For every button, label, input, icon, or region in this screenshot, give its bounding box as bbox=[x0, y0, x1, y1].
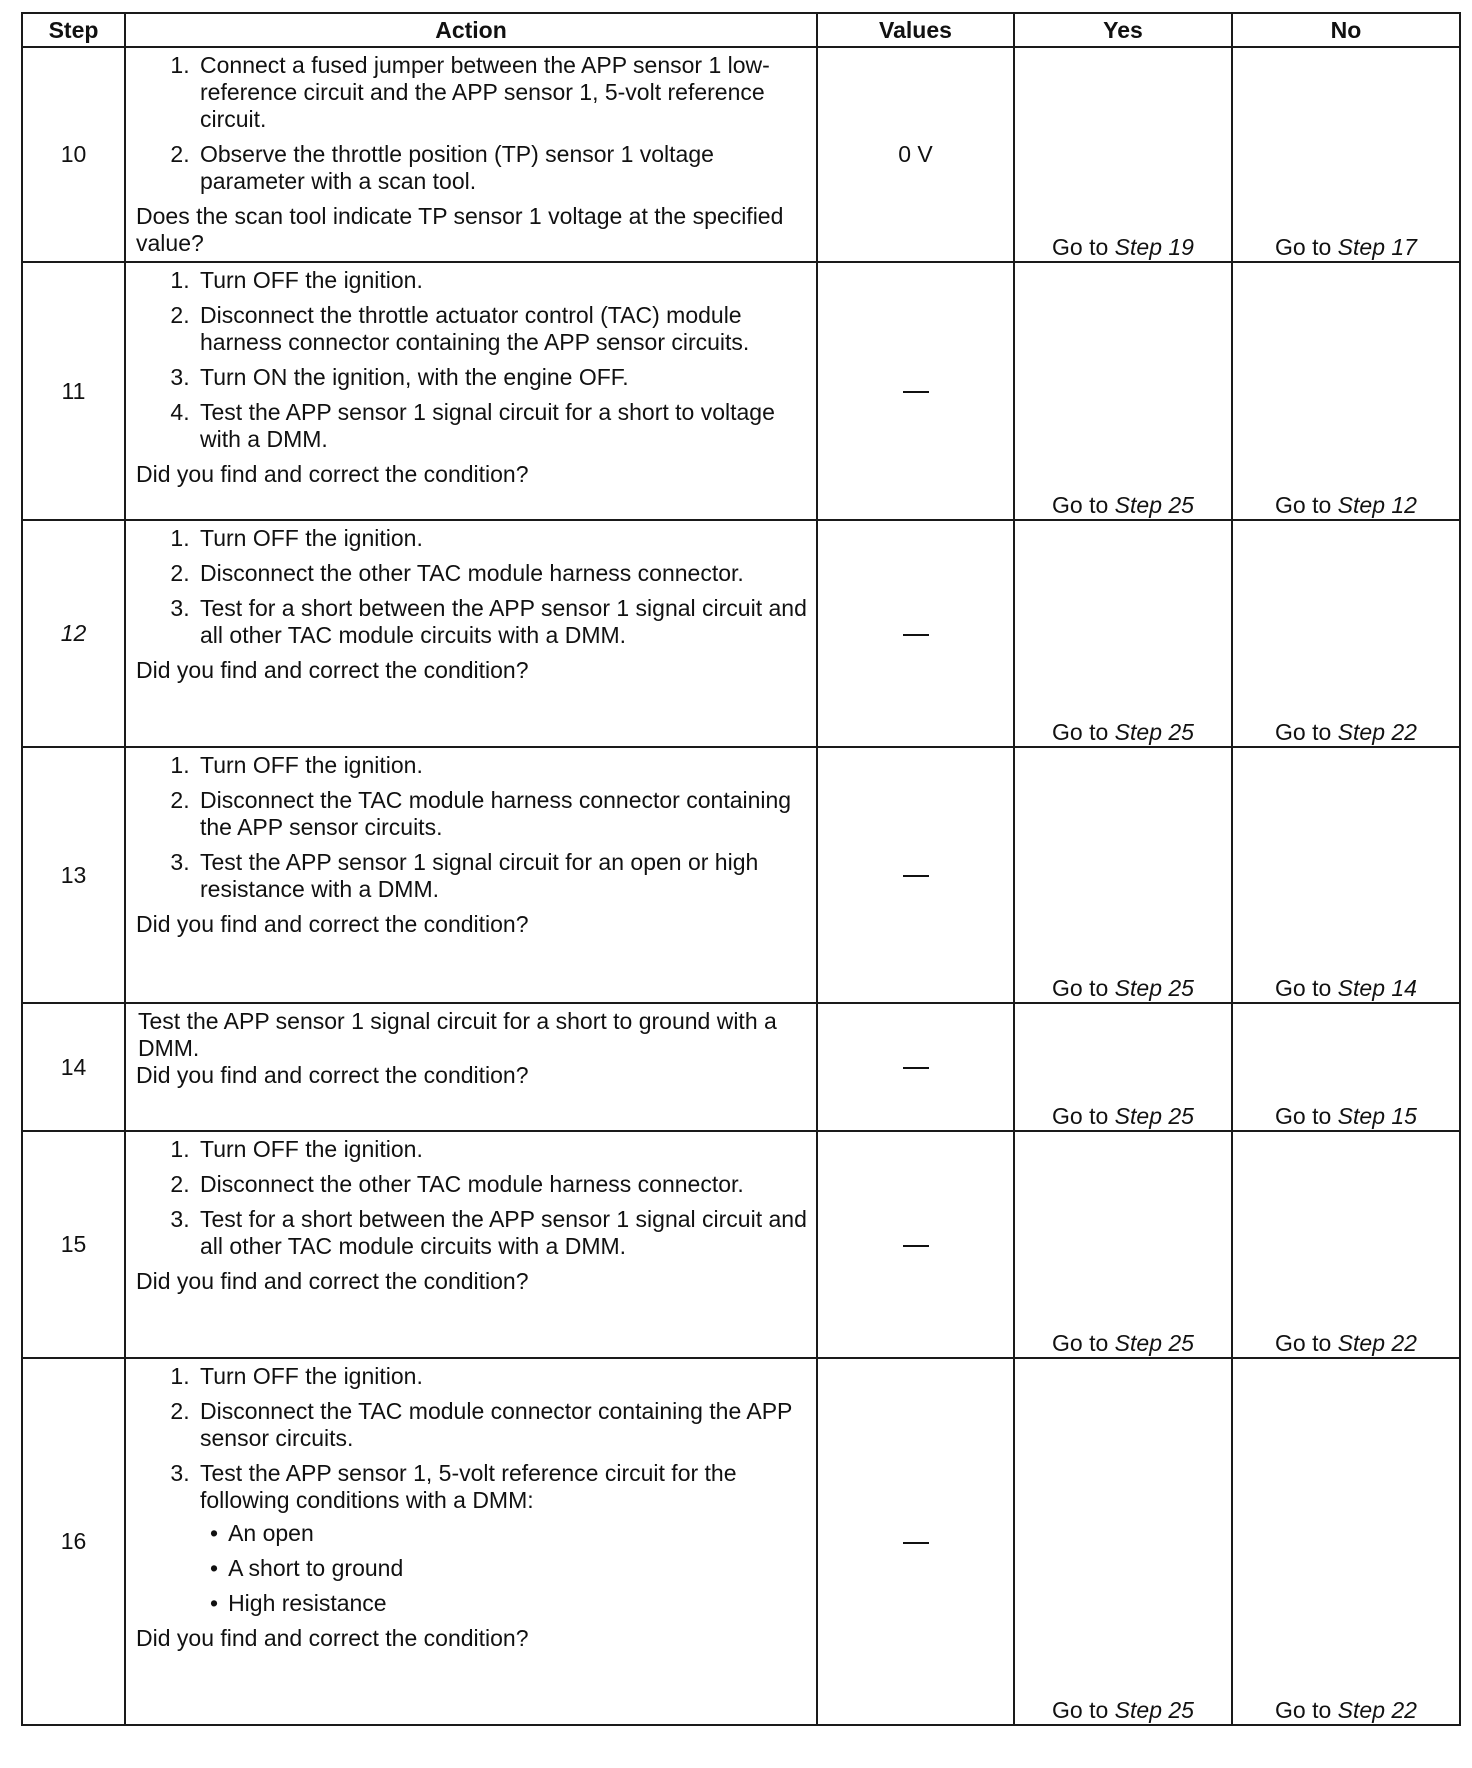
action-step: 1. Connect a fused jumper between the APP sensor 1 low-reference circuit and the APP sensor 1, 5-volt reference circuit. bbox=[196, 52, 808, 133]
no-link[interactable]: Go to Step 15 bbox=[1275, 1103, 1417, 1129]
action-question: Did you find and correct the condition? bbox=[136, 911, 529, 937]
yes-cell bbox=[1014, 1003, 1232, 1131]
action-step: 2. Observe the throttle position (TP) sensor 1 voltage parameter with a scan tool. bbox=[196, 141, 808, 195]
action-step: 1. Turn OFF the ignition. bbox=[196, 525, 808, 552]
condition-item: • An open bbox=[210, 1520, 808, 1547]
yes-cell bbox=[1014, 262, 1232, 520]
no-cell bbox=[1232, 1131, 1460, 1358]
step-number: 10 bbox=[22, 47, 125, 262]
table-row bbox=[22, 262, 1460, 520]
action-cell bbox=[125, 1358, 817, 1725]
action-cell bbox=[125, 520, 817, 747]
no-link[interactable]: Go to Step 22 bbox=[1275, 1697, 1417, 1723]
yes-cell bbox=[1014, 1131, 1232, 1358]
value-cell bbox=[817, 747, 1014, 1003]
no-cell bbox=[1232, 1003, 1460, 1131]
condition-item: • High resistance bbox=[210, 1590, 808, 1617]
action-cell bbox=[125, 747, 817, 1003]
no-link[interactable]: Go to Step 17 bbox=[1275, 234, 1417, 260]
value-cell bbox=[817, 1358, 1014, 1725]
table-row bbox=[22, 1358, 1460, 1725]
condition-list bbox=[200, 1520, 808, 1617]
header-values: Values bbox=[817, 13, 1014, 47]
action-step: 2. Disconnect the other TAC module harness connector. bbox=[196, 560, 808, 587]
yes-link[interactable]: Go to Step 25 bbox=[1052, 1697, 1194, 1723]
diagnostic-table bbox=[21, 12, 1461, 1726]
action-question: Did you find and correct the condition? bbox=[136, 1625, 529, 1651]
action-steps bbox=[134, 525, 808, 657]
value-cell bbox=[817, 520, 1014, 747]
no-cell bbox=[1232, 520, 1460, 747]
action-steps bbox=[134, 267, 808, 461]
no-cell bbox=[1232, 47, 1460, 262]
value-cell bbox=[817, 262, 1014, 520]
action-step: 1. Turn OFF the ignition. bbox=[196, 1363, 808, 1390]
value-text: 0 V bbox=[898, 141, 933, 167]
no-link[interactable]: Go to Step 14 bbox=[1275, 975, 1417, 1001]
yes-link[interactable]: Go to Step 25 bbox=[1052, 975, 1194, 1001]
action-steps bbox=[134, 52, 808, 203]
header-action: Action bbox=[125, 13, 817, 47]
value-cell bbox=[817, 1131, 1014, 1358]
action-question: Did you find and correct the condition? bbox=[136, 461, 529, 487]
action-text: Test the APP sensor 1 signal circuit for a short to ground with a DMM. bbox=[138, 1008, 777, 1061]
action-step: 2. Disconnect the other TAC module harness connector. bbox=[196, 1171, 808, 1198]
yes-link[interactable]: Go to Step 25 bbox=[1052, 1330, 1194, 1356]
no-link[interactable]: Go to Step 22 bbox=[1275, 1330, 1417, 1356]
yes-link[interactable]: Go to Step 25 bbox=[1052, 492, 1194, 518]
step-number: 13 bbox=[22, 747, 125, 1003]
step-number: 15 bbox=[22, 1131, 125, 1358]
value-dash bbox=[903, 1542, 929, 1544]
action-steps bbox=[134, 752, 808, 911]
yes-cell bbox=[1014, 47, 1232, 262]
value-dash bbox=[903, 1245, 929, 1247]
action-steps bbox=[134, 1363, 808, 1625]
action-step bbox=[196, 1460, 808, 1617]
header-step: Step bbox=[22, 13, 125, 47]
action-cell bbox=[125, 1003, 817, 1131]
table-row bbox=[22, 1003, 1460, 1131]
value-dash bbox=[903, 634, 929, 636]
action-question: Did you find and correct the condition? bbox=[136, 657, 529, 683]
value-cell bbox=[817, 47, 1014, 262]
action-question: Did you find and correct the condition? bbox=[136, 1062, 529, 1088]
no-cell bbox=[1232, 262, 1460, 520]
action-step: 3. Test for a short between the APP sensor 1 signal circuit and all other TAC module circuits with a DMM. bbox=[196, 1206, 808, 1260]
step-number: 14 bbox=[22, 1003, 125, 1131]
action-question: Did you find and correct the condition? bbox=[136, 1268, 529, 1294]
value-dash bbox=[903, 391, 929, 393]
action-cell bbox=[125, 1131, 817, 1358]
action-step: 1. Turn OFF the ignition. bbox=[196, 1136, 808, 1163]
header-row bbox=[22, 13, 1460, 47]
yes-link[interactable]: Go to Step 25 bbox=[1052, 719, 1194, 745]
action-step: 2. Disconnect the TAC module connector containing the APP sensor circuits. bbox=[196, 1398, 808, 1452]
action-step: 1. Turn OFF the ignition. bbox=[196, 267, 808, 294]
action-step: 3. Test for a short between the APP sensor 1 signal circuit and all other TAC module circuits with a DMM. bbox=[196, 595, 808, 649]
table-row bbox=[22, 47, 1460, 262]
action-step: 2. Disconnect the throttle actuator control (TAC) module harness connector containing the APP sensor circuits. bbox=[196, 302, 808, 356]
action-step-text: Test the APP sensor 1, 5-volt reference circuit for the following conditions with a DMM: bbox=[200, 1460, 737, 1513]
step-number: 11 bbox=[22, 262, 125, 520]
table-row bbox=[22, 747, 1460, 1003]
value-dash bbox=[903, 1067, 929, 1069]
no-link[interactable]: Go to Step 22 bbox=[1275, 719, 1417, 745]
step-number: 12 bbox=[22, 520, 125, 747]
yes-link[interactable]: Go to Step 19 bbox=[1052, 234, 1194, 260]
action-step: 2. Disconnect the TAC module harness connector containing the APP sensor circuits. bbox=[196, 787, 808, 841]
no-cell bbox=[1232, 747, 1460, 1003]
action-cell bbox=[125, 262, 817, 520]
yes-cell bbox=[1014, 1358, 1232, 1725]
step-number: 16 bbox=[22, 1358, 125, 1725]
condition-item: • A short to ground bbox=[210, 1555, 808, 1582]
action-steps bbox=[134, 1136, 808, 1268]
header-no: No bbox=[1232, 13, 1460, 47]
yes-link[interactable]: Go to Step 25 bbox=[1052, 1103, 1194, 1129]
yes-cell bbox=[1014, 747, 1232, 1003]
action-question: Does the scan tool indicate TP sensor 1 voltage at the specified value? bbox=[136, 203, 784, 256]
table-row bbox=[22, 520, 1460, 747]
yes-cell bbox=[1014, 520, 1232, 747]
no-link[interactable]: Go to Step 12 bbox=[1275, 492, 1417, 518]
action-step: 1. Turn OFF the ignition. bbox=[196, 752, 808, 779]
header-yes: Yes bbox=[1014, 13, 1232, 47]
value-dash bbox=[903, 875, 929, 877]
action-step: 4. Test the APP sensor 1 signal circuit for a short to voltage with a DMM. bbox=[196, 399, 808, 453]
value-cell bbox=[817, 1003, 1014, 1131]
action-step: 3. Turn ON the ignition, with the engine OFF. bbox=[196, 364, 808, 391]
no-cell bbox=[1232, 1358, 1460, 1725]
table-row bbox=[22, 1131, 1460, 1358]
action-cell bbox=[125, 47, 817, 262]
action-step: 3. Test the APP sensor 1 signal circuit for an open or high resistance with a DMM. bbox=[196, 849, 808, 903]
